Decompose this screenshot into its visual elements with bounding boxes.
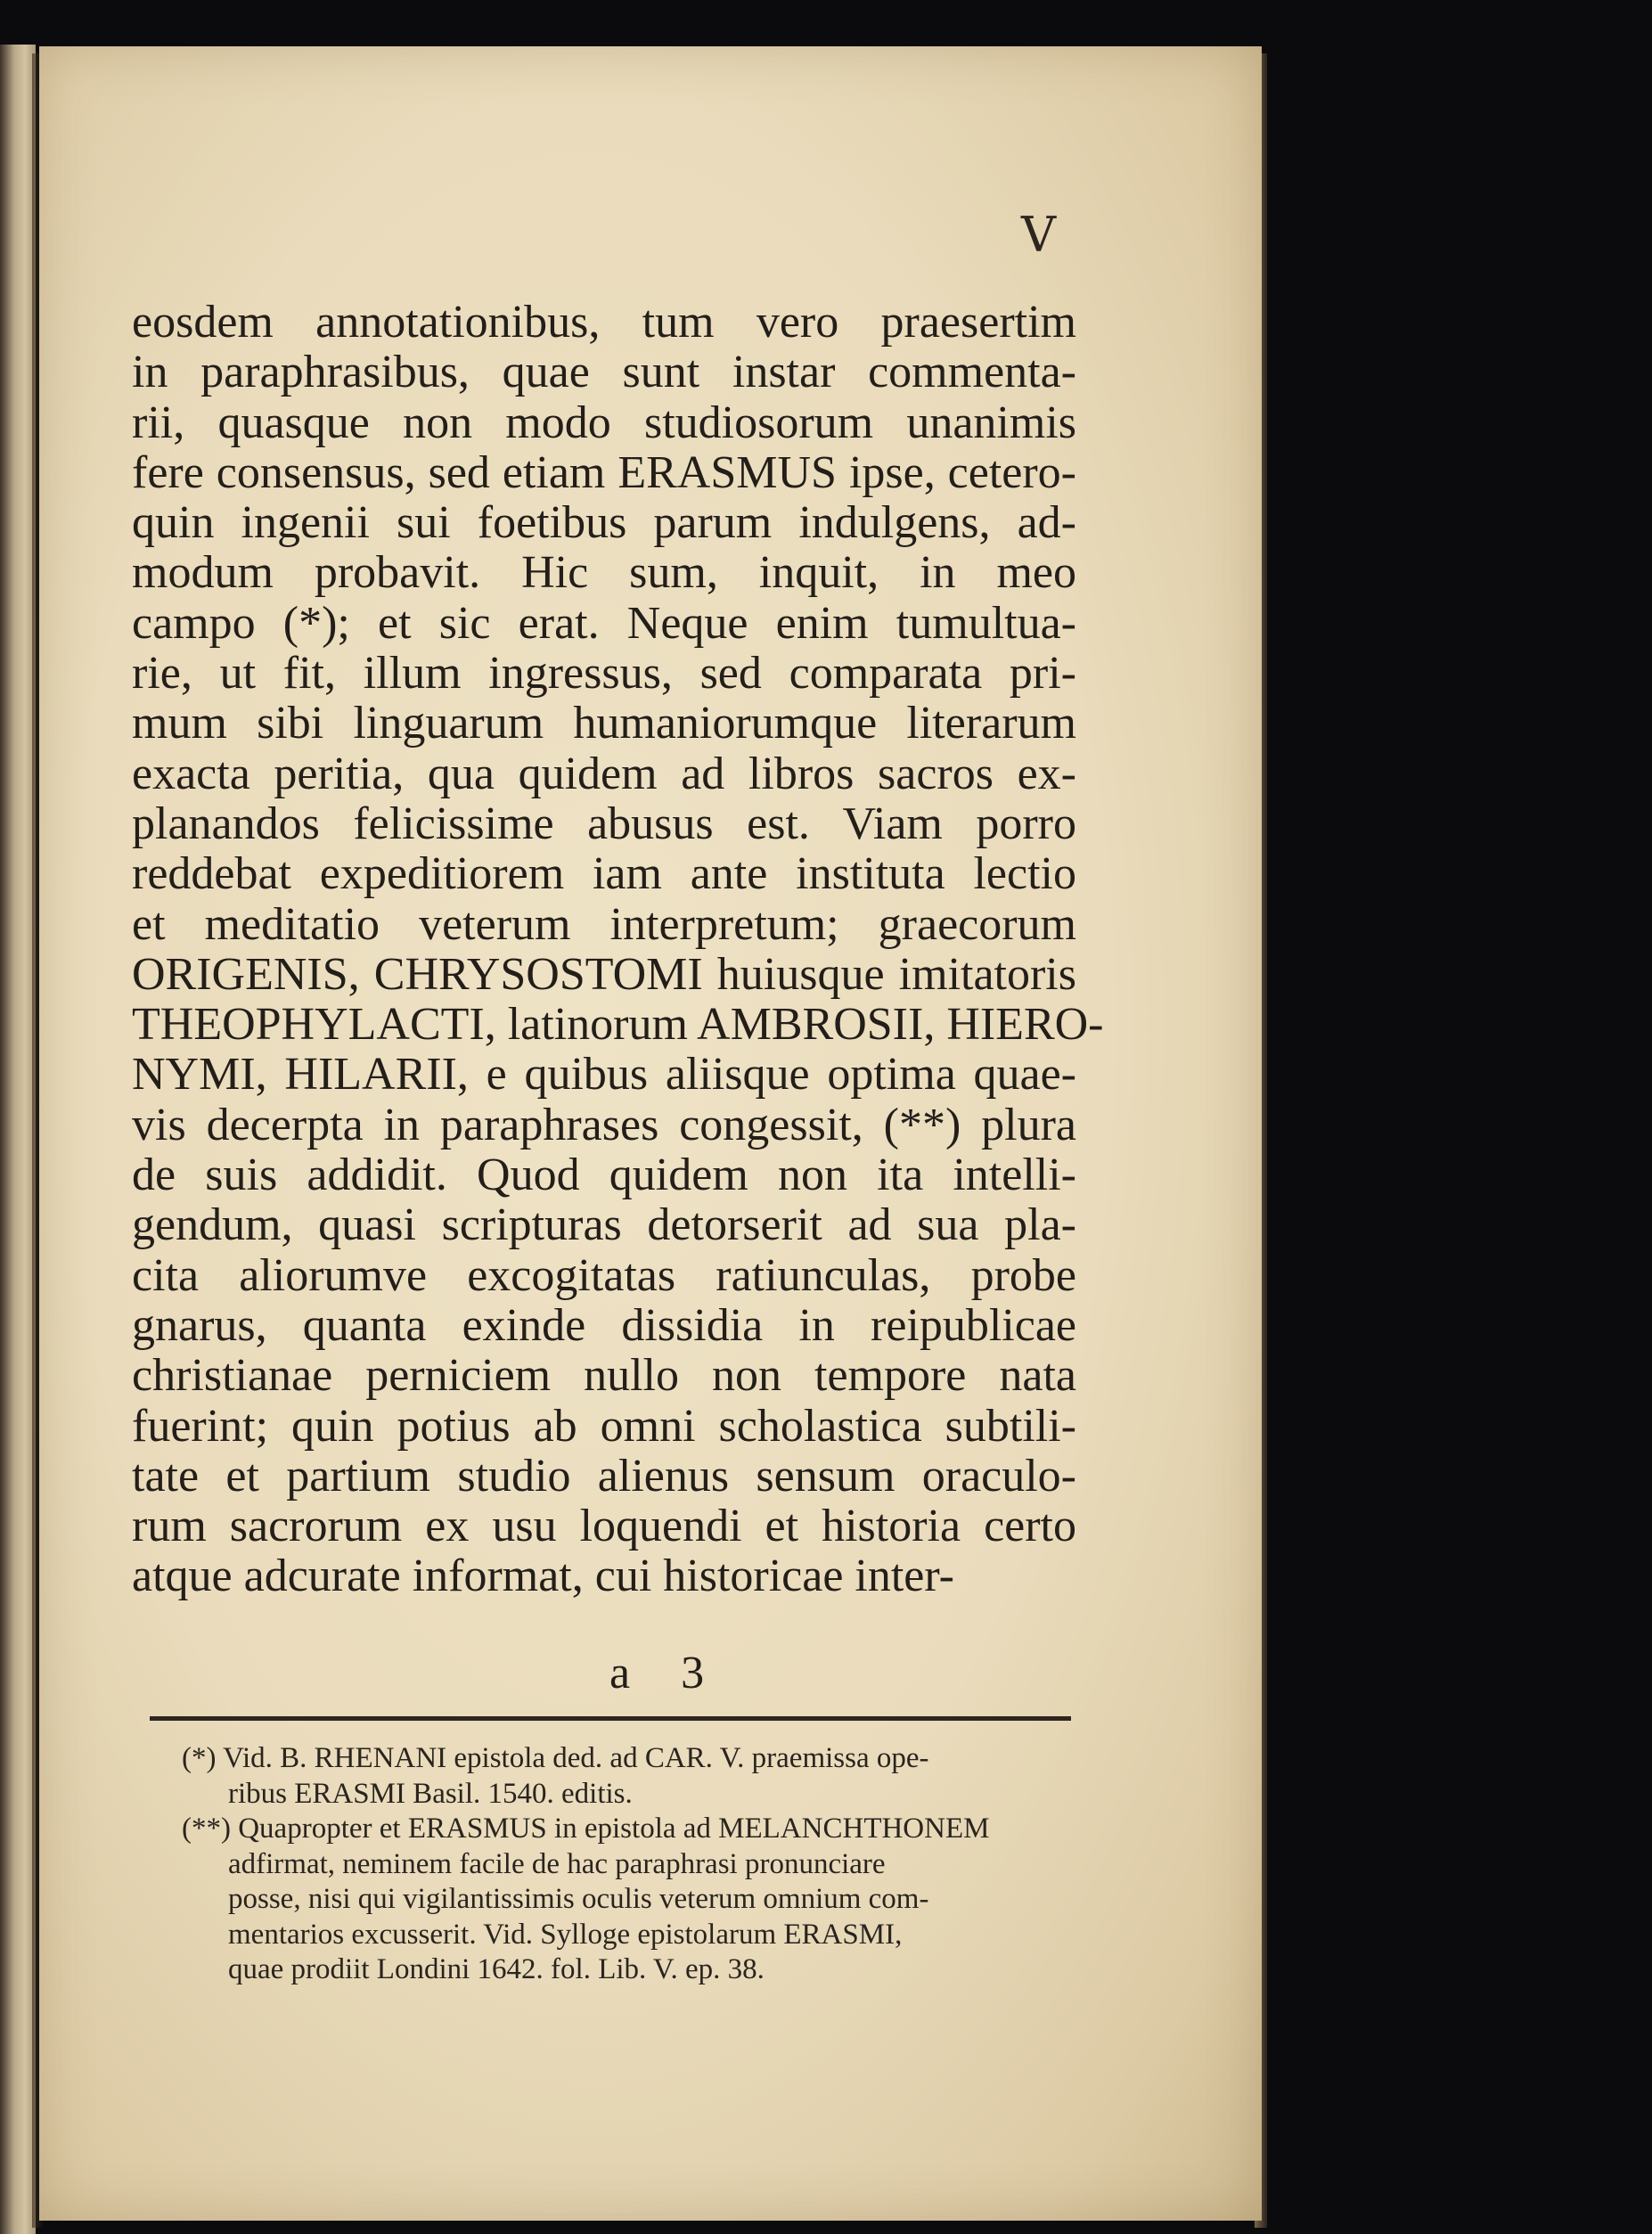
text-line: tate et partium studio alienus sensum oraculo- (132, 1450, 1076, 1502)
text-line: atque adcurate informat, cui historicae inter- (132, 1551, 954, 1602)
text-line: campo (*); et sic erat. Neque enim tumultua- (132, 597, 1076, 649)
text-line: ORIGENIS, CHRYSOSTOMI huiusque imitatoris (132, 948, 1076, 1000)
footnote-line: mentarios excusserit. Vid. Sylloge epistolarum ERASMI, (228, 1918, 903, 1951)
page-number: V (1021, 207, 1058, 263)
page (39, 46, 1262, 2221)
text-line: rum sacrorum ex usu loquendi et historia certo (132, 1501, 1076, 1552)
text-line: gnarus, quanta exinde dissidia in reipublicae (132, 1299, 1076, 1351)
text-line: exacta peritia, qua quidem ad libros sacros ex- (132, 748, 1076, 799)
footnotes (182, 1741, 1117, 1988)
footnote-line: (**) Quapropter et ERASMUS in epistola ad MELANCHTHONEM (182, 1813, 990, 1845)
text-line: vis decerpta in paraphrases congessit, (**) plura (132, 1099, 1076, 1150)
text-line: reddebat expeditiorem iam ante instituta lectio (132, 848, 1076, 900)
text-line: planandos felicissime abusus est. Viam porro (132, 798, 1076, 849)
text-line: rii, quasque non modo studiosorum unanimis (132, 397, 1076, 448)
text-line: christianae perniciem nullo non tempore nata (132, 1350, 1076, 1402)
text-line: in paraphrasibus, quae sunt instar commenta- (132, 347, 1076, 398)
text-line: rie, ut fit, illum ingressus, sed comparata pri- (132, 648, 1076, 700)
text-line: quin ingenii sui foetibus parum indulgens, ad- (132, 497, 1076, 549)
text-line: cita aliorumve excogitatas ratiunculas, probe (132, 1249, 1076, 1301)
text-line: mum sibi linguarum humaniorumque literarum (132, 698, 1076, 749)
text-line: THEOPHYLACTI, latinorum AMBROSII, HIERO- (132, 999, 1104, 1051)
footnote-line: posse, nisi qui vigilantissimis oculis veterum omnium com- (228, 1883, 929, 1915)
footnote-line: ribus ERASMI Basil. 1540. editis. (228, 1777, 633, 1810)
text-line: et meditatio veterum interpretum; graecorum (132, 898, 1076, 950)
footnote-line: (*) Vid. B. RHENANI epistola ded. ad CAR. V. praemissa ope- (182, 1742, 929, 1774)
text-line: NYMI, HILARII, e quibus aliisque optima quae- (132, 1049, 1076, 1101)
signature-mark: a 3 (609, 1648, 724, 1698)
footnote-line: quae prodiit Londini 1642. fol. Lib. V. ep. 38. (228, 1953, 765, 1985)
body-text (132, 297, 1104, 1602)
text-line: modum probavit. Hic sum, inquit, in meo (132, 547, 1076, 599)
footnote-rule (150, 1716, 1071, 1721)
text-line: fere consensus, sed etiam ERASMUS ipse, cetero- (132, 446, 1076, 498)
text-line: gendum, quasi scripturas detorserit ad sua pla- (132, 1199, 1076, 1251)
text-line: eosdem annotationibus, tum vero praesertim (132, 297, 1076, 348)
text-line: de suis addidit. Quod quidem non ita intelli- (132, 1150, 1076, 1201)
text-line: fuerint; quin potius ab omni scholastica subtili- (132, 1400, 1076, 1452)
book-binding-edge (0, 45, 36, 2234)
footnote-line: adfirmat, neminem facile de hac paraphrasi pronunciare (228, 1847, 886, 1880)
